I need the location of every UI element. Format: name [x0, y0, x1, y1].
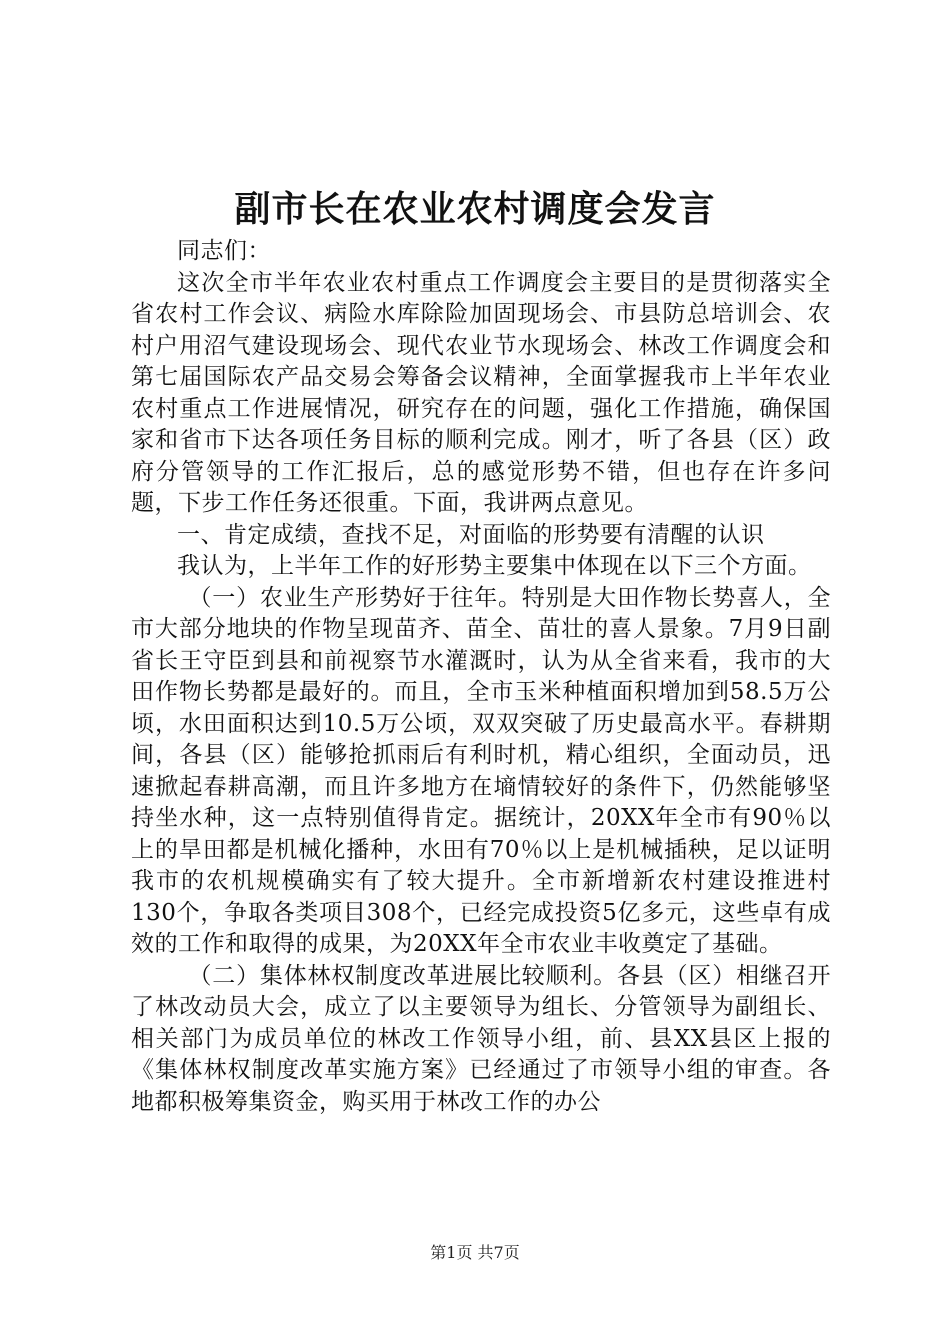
page-footer: 第1页 共7页 [430, 1243, 520, 1262]
salutation: 同志们： [177, 238, 271, 264]
document-title: 副市长在农业农村调度会发言 [234, 188, 716, 230]
section-heading-1: 一、肯定成绩，查找不足，对面临的形势要有清醒的认识 [177, 521, 765, 548]
summary-paragraph: 我认为，上半年工作的好形势主要集中体现在以下三个方面。 [177, 553, 812, 579]
subsection-paragraph-2: （二）集体林权制度改革进展比较顺利。各县（区）相继召开了林改动员大会，成立了以主要领导为组长、分管领导为副组长、相关部门为成员单位的林改工作领导小组，前、县XX县区上报的《集体林权制度改革实施方案》已经通过了市领导小组的审查。各地都积极筹集资金，购买用于林改工作的办公 [131, 962, 831, 1115]
document-body [131, 236, 831, 1118]
subsection-paragraph-1: （一）农业生产形势好于往年。特别是大田作物长势喜人，全市大部分地块的作物呈现苗齐、苗全、苗壮的喜人景象。7月9日副省长王守臣到县和前视察节水灌溉时，认为从全省来看，我市的大田作物长势都是最好的。而且，全市玉米种植面积增加到58.5万公顷，水田面积达到10.5万公顷，双双突破了历史最高水平。春耕期间，各县（区）能够抢抓雨后有利时机，精心组织，全面动员，迅速掀起春耕高潮，而且许多地方在墒情较好的条件下，仍然能够坚持坐水种，这一点特别值得肯定。据统计，20XX年全市有90％以上的旱田都是机械化播种，水田有70％以上是机械插秧，足以证明我市的农机规模确实有了较大提升。全市新增新农村建设推进村130个，争取各类项目308个，已经完成投资5亿多元，这些卓有成效的工作和取得的成果，为20XX年全市农业丰收奠定了基础。 [131, 584, 831, 957]
intro-paragraph: 这次全市半年农业农村重点工作调度会主要目的是贯彻落实全省农村工作会议、病险水库除险加固现场会、市县防总培训会、农村户用沼气建设现场会、现代农业节水现场会、林改工作调度会和第七届国际农产品交易会筹备会议精神，全面掌握我市上半年农业农村重点工作进展情况，研究存在的问题，强化工作措施，确保国家和省市下达各项任务目标的顺利完成。刚才，听了各县（区）政府分管领导的工作汇报后，总的感觉形势不错，但也存在许多问题，下步工作任务还很重。下面，我讲两点意见。 [131, 269, 831, 516]
